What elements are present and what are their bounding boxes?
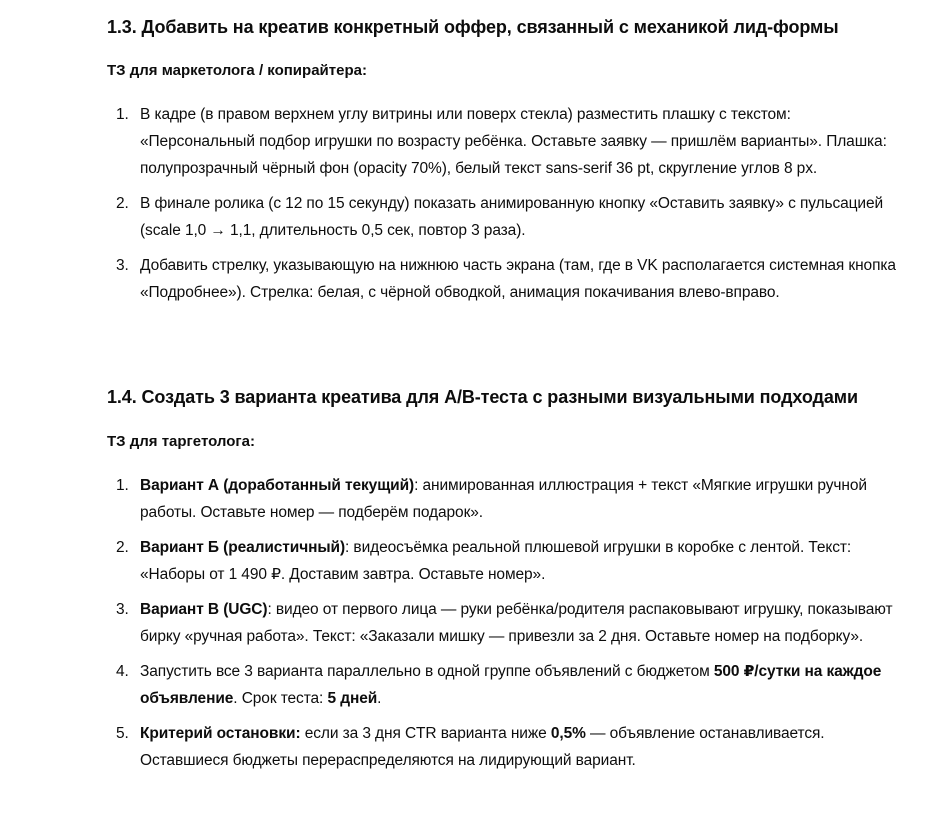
- variant-label: Вариант А (доработанный текущий): [140, 477, 415, 494]
- section-subheading-targetologist: ТЗ для таргетолога:: [107, 433, 255, 450]
- task-list-1-4: [107, 472, 897, 782]
- list-item: [107, 720, 897, 774]
- list-number: 2.: [116, 539, 129, 556]
- list-number: 2.: [116, 195, 129, 212]
- list-item: [107, 596, 897, 650]
- budget-value: 500 ₽/сутки на каждое объявление: [140, 663, 882, 707]
- test-duration-value: 5 дней: [327, 690, 378, 707]
- section-heading-1-3: 1.3. Добавить на креатив конкретный оффер, связанный с механикой лид-формы: [107, 17, 839, 37]
- list-number: 1.: [116, 106, 129, 123]
- list-item-text: если за 3 дня CTR варианта ниже: [300, 725, 551, 742]
- list-item-text: — объявление останавливается. Оставшиеся бюджеты перераспределяются на лидирующий вариант.: [140, 725, 825, 769]
- list-item-text: . Срок теста:: [233, 690, 328, 707]
- list-item: [107, 658, 897, 712]
- list-number: 5.: [116, 725, 129, 742]
- section-subheading-marketer: ТЗ для маркетолога / копирайтера:: [107, 62, 367, 79]
- list-item: [107, 252, 897, 306]
- stop-criterion-label: Критерий остановки:: [140, 725, 301, 742]
- list-item-text: Запустить все 3 варианта параллельно в одной группе объявлений с бюджетом: [140, 663, 714, 680]
- list-item-text: В финале ролика (с 12 по 15 секунду) показать анимированную кнопку «Оставить заявку» с пульсацией (scale 1,0 → 1,1, длительность 0,5 сек, повтор 3 раза).: [140, 195, 884, 239]
- list-number: 1.: [116, 477, 129, 494]
- list-item-text: .: [377, 690, 382, 707]
- list-item: [107, 190, 897, 244]
- list-item-text: : видео от первого лица — руки ребёнка/родителя распаковывают игрушку, показывают бирку «ручная работа». Текст: «Заказали мишку — привезли за 2 дня. Оставьте номер на подборку».: [140, 601, 893, 645]
- list-item-text: Добавить стрелку, указывающую на нижнюю часть экрана (там, где в VK располагается системная кнопка «Подробнее»). Стрелка: белая, с чёрной обводкой, анимация покачивания влево-вправо.: [140, 257, 896, 301]
- list-number: 3.: [116, 257, 129, 274]
- task-list-1-3: [107, 101, 897, 314]
- list-item-text: : видеосъёмка реальной плюшевой игрушки в коробке с лентой. Текст: «Наборы от 1 490 ₽. Доставим завтра. Оставьте номер».: [140, 539, 852, 583]
- list-number: 3.: [116, 601, 129, 618]
- list-item: [107, 101, 897, 182]
- variant-label: Вариант В (UGC): [140, 601, 268, 618]
- list-item: [107, 472, 897, 526]
- ctr-threshold-value: 0,5%: [550, 725, 586, 742]
- list-item-text: В кадре (в правом верхнем углу витрины или поверх стекла) разместить плашку с текстом: «Персональный подбор игрушки по возрасту ребёнка. Оставьте заявку — пришлём варианты». Плашка: полупрозрачный чёрный фон (opacity 70%), белый текст sans-serif 36 pt, скругление углов 8 px.: [140, 106, 887, 177]
- variant-label: Вариант Б (реалистичный): [140, 539, 346, 556]
- list-item: [107, 534, 897, 588]
- list-number: 4.: [116, 663, 129, 680]
- section-heading-1-4: 1.4. Создать 3 варианта креатива для A/B-теста с разными визуальными подходами: [107, 387, 858, 407]
- list-item-text: : анимированная иллюстрация + текст «Мягкие игрушки ручной работы. Оставьте номер — подберём подарок».: [140, 477, 867, 521]
